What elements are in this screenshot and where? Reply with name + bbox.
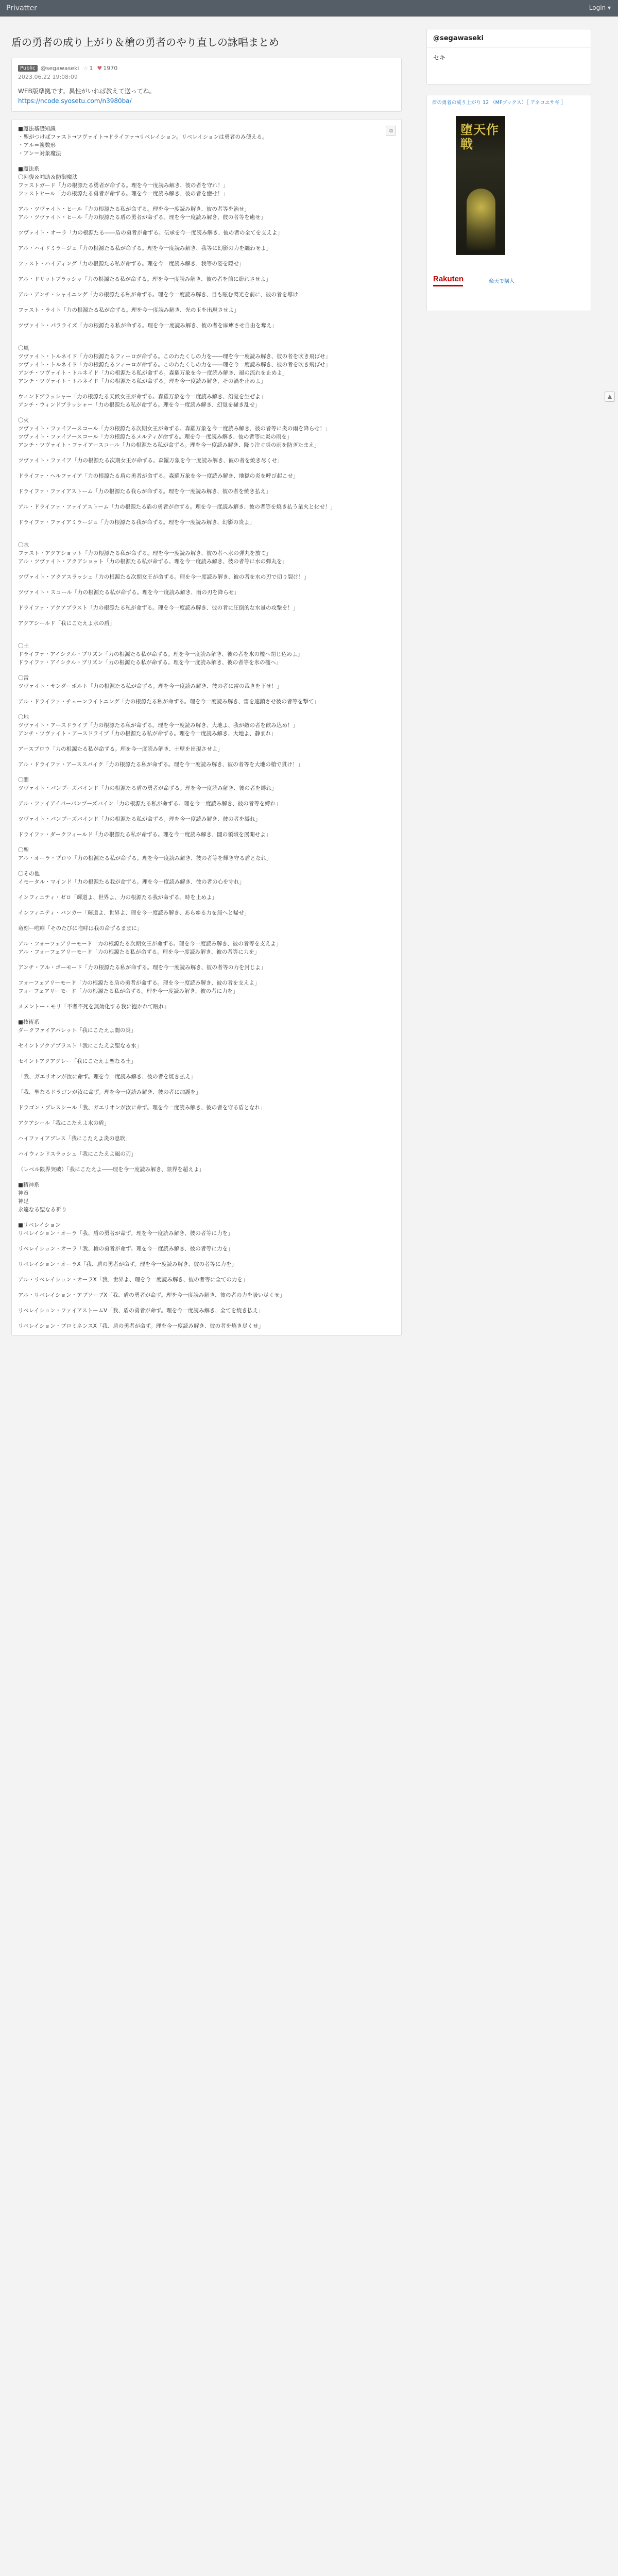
body-line: ファストヒール「力の根源たる勇者が命ずる。理を今一度読み解き、彼の者を癒せ！」 [18,191,229,197]
author-name: セキ [433,54,446,61]
body-line: ツヴァイト・ファイアースコール「力の根源たる次期女王が命ずる。森羅万象を今一度読み解き、彼の者等に炎の雨を降らせ！」 [18,426,331,432]
scroll-top-icon[interactable]: ▲ [605,392,615,402]
line-spacer [18,480,395,487]
body-line: インフィニティ・ゼロ「輝道よ、世界よ、力の根源たる我が命ずる。時を止めよ」 [18,894,217,901]
body-line: 〇水 [18,542,29,549]
line-spacer [18,917,395,924]
body-line: リベレイション・オーラ「我、槍の勇者が命ず。理を今一度読み解き、彼の者等に力を」 [18,1246,233,1252]
body-line: ハイファイアブレス「我にこたえよ炎の息吹」 [18,1136,131,1142]
line-spacer [18,933,395,940]
body-line: ツヴァイト・パンプーズバインド「力の根源たる盾の勇者が命ずる。理を今一度読み解き、彼の者を縛れ」 [18,785,277,792]
author-handle[interactable]: @segawaseki [40,64,79,72]
line-spacer [18,972,395,979]
body-line: ドライファ・アイシクル・プリズン「力の根源たる私が命ずる。理を今一度読み解き、彼の者等を氷の檻へ」 [18,659,282,666]
body-line: ツヴァイト・トルネイド「力の根源たるフィーロが命ずる。このわたくしの力を――理を今一度読み解き、彼の者を吹き飛ばせ」 [18,353,331,360]
line-spacer [18,635,395,642]
heart-count: 1970 [103,64,118,72]
body-line: アル・ドライファ・チェーンライトニング「力の根源たる私が命ずる。理を今一度読み解き、雷を連鎖させ彼の者等を撃て」 [18,699,319,705]
top-navigation-bar [0,0,618,16]
line-spacer [18,956,395,963]
star-icon[interactable]: ☆ [83,64,89,72]
body-line: ドライファ・ファイアミラージュ「力の根源たる我が命ずる。理を今一度読み解き、幻影の炎よ」 [18,519,255,526]
line-spacer [18,252,395,260]
body-line: アル・ツヴァイト・ヒール「力の根源たる私が命ずる。理を今一度読み解き、彼の者等を治せ」 [18,206,250,213]
buy-link[interactable]: 楽天で購入 [489,279,514,284]
body-line: アル・アンチ・シャイニング「力の根源たる私が命ずる。理を今一度読み解き、目も眩む閃光を前に、彼の者を導け」 [18,292,304,298]
line-spacer [18,409,395,416]
book-cover-art [467,189,495,250]
ad-banner[interactable] [426,95,591,311]
body-line: ハイウィンドスラッシュ「我にこたえよ風の刃」 [18,1151,136,1158]
body-line: アンチ・ツヴァイト・トルネイド「力の根源たる私が命ずる。理を今一度読み解き、その渦を止めよ」 [18,378,266,385]
body-line: ・聖がつけばファスト→ツヴァイト→ドライファ→リベレイション。リベレイションは勇者のみ使える。 [18,134,268,141]
line-spacer [18,1011,395,1018]
body-line: 〇闇 [18,777,29,784]
body-line: ■魔法基礎知識 [18,126,56,132]
line-spacer [18,1284,395,1291]
sidebar [426,29,591,311]
body-line: アル・ツヴァイト・アクアショット「力の根源たる私が命ずる。理を今一度読み解き、彼の者等に水の弾丸を」 [18,558,288,565]
line-spacer [18,808,395,815]
body-line: 竜刻ー咆哮「そのたびに咆哮は我の命ずるままに」 [18,925,143,932]
line-spacer [18,1268,395,1276]
line-spacer [18,449,395,456]
line-spacer [18,1096,395,1104]
body-line: 〇聖 [18,847,29,854]
post-meta [11,58,402,112]
line-spacer [18,1253,395,1260]
line-spacer [18,337,395,344]
body-line: ■魔法系 [18,166,40,173]
body-line: ツヴァイト・サンダーボルト「力の根源たる私が命ずる。理を今一度読み解き、彼の者に雷の裁きを下せ！」 [18,683,283,690]
line-spacer [18,612,395,619]
body-line: 〇地 [18,714,29,721]
body-line: ダークファイアパレット「我にこたえよ闇の炎」 [18,1027,136,1034]
body-line: 〇風 [18,345,29,352]
body-line: ドライファ・アクアプラスト「力の根源たる私が命ずる。理を今一度読み解き、彼の者に圧倒的な水量の攻撃を！」 [18,605,299,612]
body-line: 「我、ガエリオンが汝に命ず。理を今一度読み解き、彼の者を焼き払え」 [18,1074,196,1080]
body-line: アクアシールド「我にこたえよ水の盾」 [18,620,115,627]
body-line: アル・ハイドミラージュ「力の根源たる私が命ずる。理を今一度読み解き、我等に幻影の力を纏わせよ」 [18,245,272,252]
body-line: インフィニティ・バンカー「輝道よ、世界よ、理を今一度読み解き、あらゆる力を無へと帰せ」 [18,910,250,917]
body-line: アル・リベレイション・アブソーブⅩ「我、盾の勇者が命ず。理を今一度読み解き、彼の者の力を吸い尽くせ」 [18,1292,285,1299]
body-line: ツヴァイト・スコール「力の根源たる私が命ずる。理を今一度読み解き、雨の刃を降らせ」 [18,589,239,596]
line-spacer [18,581,395,588]
body-line: ファスト・アクアショット「力の根源たる私が命ずる。理を今一度読み解き、彼の者へ水の弾丸を放て」 [18,550,271,557]
body-line: （レベル限界突破）「我にこたえよ――理を今一度読み解き、限界を超えよ」 [18,1166,204,1173]
body-line: アンチ・ウィンドブラッシャー「力の根源たる私が命ずる。理を今一度読み解き、幻覚を掻き乱せ」 [18,402,261,409]
body-line: 「我、聖なるドラゴンが汝に命ず。理を今一度読み解き、彼の者に加護を」 [18,1089,201,1096]
body-line: ツヴァイト・アースドライブ「力の根源たる私が命ずる。理を今一度読み解き、大地よ、我が敵の者を飲み込め！」 [18,722,299,729]
line-spacer [18,690,395,698]
body-line: 〇火 [18,417,29,424]
line-spacer [18,792,395,800]
author-handle-sidebar[interactable]: @segawaseki [427,29,591,48]
body-line: ファスト・ライト「力の根源たる私が命ずる。理を今一度読み解き、光の玉を出現させよ」 [18,307,239,314]
line-spacer [18,527,395,534]
body-line: ドライファ・ヘルファイア「力の根源たる盾の勇者が命ずる。森羅万象を今一度読み解き、地獄の炎を呼び起こせ」 [18,473,299,480]
rakuten-logo[interactable]: Rakuten [433,275,464,283]
body-line: アル・フォーフェアリーモード「力の根源たる次期女王が命ずる。理を今一度読み解き、彼の者等を支えよ」 [18,941,282,947]
line-spacer [18,1127,395,1134]
body-line: ・アン＝対象魔法 [18,150,61,157]
body-line: アンチ・アル・ポーモード「力の根源たる私が命ずる。理を今一度読み解き、彼の者等の力を封じよ」 [18,964,266,971]
body-line: ドライファ・ダークフィールド「力の根源たる私が命ずる。理を今一度読み解き、闇の領域を展開せよ」 [18,832,271,838]
line-spacer [18,237,395,244]
line-spacer [18,268,395,275]
body-line: 〇雷 [18,675,29,682]
body-line: 〇その他 [18,871,40,877]
body-line: ■リベレイション [18,1222,61,1229]
body-line: ドラゴン・ブレスシール「我、ガエリオンが汝に命ず。理を今一度読み解き、彼の者を守る盾となれ」 [18,1105,266,1111]
line-spacer [18,706,395,713]
body-line: ツヴァイト・ファイアースコール「力の根源たるメルティが命ずる。理を今一度読み解き、彼の者等に炎の雨を」 [18,434,293,440]
main-content [8,26,405,2576]
line-spacer [18,534,395,541]
body-line: アクアシール「我にこたえよ水の盾」 [18,1120,110,1127]
post-date: 2023.06.22 19:08:09 [18,74,78,80]
body-line: ウィンドブラッシャー「力の根源たる天候女王が命ずる。森羅万象を今一度読み解き、幻覚を生ぜよ」 [18,394,266,400]
book-cover-title: 堕天作戦 [460,122,499,151]
body-line: アースプロウ「力の根源たる私が命ずる。理を今一度読み解き、土壁を出現させよ」 [18,746,223,753]
body-line: アル・ツヴァイト・ヒール「力の根源たる盾の勇者が命ずる。理を今一度読み解き、彼の者等を癒せ」 [18,214,266,221]
body-line: ツヴァイト・パラライズ「力の根源たる私が命ずる。理を今一度読み解き、彼の者を麻痺させ自由を奪え」 [18,323,278,329]
line-spacer [18,1065,395,1073]
site-brand[interactable]: Privatter [6,4,38,12]
line-spacer [18,1214,395,1221]
line-spacer [18,839,395,846]
line-spacer [18,1112,395,1119]
body-line: アル・フォーフェアリーモード「力の根源たる私が命ずる。理を今一度読み解き、彼の者等に力を」 [18,949,260,956]
body-line: セイントアクアプラスト「我にこたえよ聖なる水」 [18,1043,142,1049]
line-spacer [18,511,395,518]
line-spacer [18,1238,395,1245]
book-cover[interactable] [456,116,505,255]
author-card [426,29,591,84]
body-line: アル・ファイアイパーパンプーズバイン「力の根源たる私が命ずる。理を今一度読み解き、彼の者等を縛れ」 [18,801,281,807]
line-spacer [18,222,395,229]
line-spacer [18,753,395,760]
line-spacer [18,1050,395,1057]
body-line: ファスト・ハイディング「力の根源たる私が命ずる。理を今一度読み解き、我等の姿を隠せ」 [18,261,245,267]
body-line: アル・ドライファ・アーススパイク「力の根源たる私が命ずる。理を今一度読み解き、彼の者等を大地の槍で貫け！」 [18,761,303,768]
body-line: ツヴァイト・アクアスラッシュ「力の根源たる次期女王が命ずる。理を今一度読み解き、彼の者を水の刃で切り裂け！」 [18,574,310,581]
body-line: ツヴァイト・オーラ「力の根源たる――盾の勇者が命ずる。伝承を今一度読み解き、彼の者の全てを支えよ」 [18,230,283,236]
line-spacer [18,769,395,776]
line-spacer [18,465,395,472]
line-spacer [18,566,395,573]
body-line: 神足 [18,1198,29,1205]
body-line: セイントアクアクレー「我にこたえよ聖なる土」 [18,1058,136,1065]
body-line: アンチ・ツヴァイト・トルネイド「力の根源たる私が命ずる。森羅万象を今一度読み解き、風の流れを止めよ」 [18,370,288,377]
line-spacer [18,1035,395,1042]
line-spacer [18,886,395,893]
line-spacer [18,628,395,635]
heart-icon[interactable]: ♥ [97,64,102,72]
body-line: ツヴァイト・パンプーズバインド「力の根源たる私が命ずる。理を今一度読み解き、彼の者を縛れ」 [18,816,261,823]
line-spacer [18,667,395,674]
body-line: フォーフェアリーモード「力の根源たる私が命ずる。理を今一度読み解き、彼の者に力を」 [18,988,238,995]
line-spacer [18,862,395,870]
body-line: リベレイション・オーラⅩ「我、盾の勇者が命ず。理を今一度読み解き、彼の者等に力を」 [18,1261,237,1268]
body-line: アル・ドライファ・ファイアストーム「力の根源たる盾の勇者が命ずる。理を今一度読み解き、彼の者等を焼き払う業火と化せ！」 [18,504,336,511]
ad-title[interactable]: 盾の勇者の成り上がり 12 （MFブックス）［ アネコユサギ ］ [432,100,566,106]
body-line: ■精神系 [18,1182,40,1189]
login-dropdown[interactable]: Login ▾ [589,4,611,11]
body-line: アル・ドリットブラッシャ「力の根源たる私が命ずる。理を今一度読み解き、彼の者を前に紛れさせよ」 [18,276,271,283]
body-line: リベレイション・ファイアストームⅤ「我、盾の勇者が命ず。理を今一度読み解き、全てを焼き払え」 [18,1308,264,1314]
body-line: イモータル・マインド「力の根源たる我が命ずる。理を今一度読み解き、彼の者の心を守れ」 [18,879,245,886]
line-spacer [18,1174,395,1181]
body-line: 神童 [18,1190,29,1197]
body-line: ドライファ・アイシクル・プリズン「力の根源たる私が命ずる。理を今一度読み解き、彼の者を氷の檻へ閉じ込めよ」 [18,651,303,658]
body-line: ・アル＝複数形 [18,142,56,149]
line-spacer [18,198,395,205]
line-spacer [18,1081,395,1088]
line-spacer [18,738,395,745]
body-line: アル・リベレイション・オーラⅩ「我、世界よ、理を今一度読み解き、彼の者等に全ての力を」 [18,1277,248,1283]
visibility-badge: Public [18,65,38,72]
line-spacer [18,1315,395,1322]
line-spacer [18,1158,395,1165]
source-link[interactable]: https://ncode.syosetu.com/n3980ba/ [18,97,132,105]
line-spacer [18,283,395,291]
body-line: 〇土 [18,643,29,650]
line-spacer [18,1299,395,1307]
body-line: ツヴァイト・トルネイド「力の根源たるフィーロが命ずる。このわたくしの力を――理を今一度読み解き、彼の者を吹き飛ばせ」 [18,362,331,368]
line-spacer [18,158,395,165]
page-title: 盾の勇者の成り上がり＆槍の勇者のやり直しの詠唱まとめ [11,36,279,48]
line-spacer [18,299,395,306]
post-description: WEB版準拠です。異性がいれば教えて送ってね。 [18,88,156,95]
body-line: ファストガード「力の根源たる勇者が命ずる。理を今一度読み解き、彼の者を守れ！」 [18,182,229,189]
line-spacer [18,330,395,337]
body-line: アンチ・ツヴァイト・アースドライブ「力の根源たる私が命ずる。理を今一度読み解き、大地よ、静まれ」 [18,731,277,737]
body-line: 〇回復＆補助＆防御魔法 [18,174,78,181]
line-spacer [18,1143,395,1150]
body-line: アル・オーラ・プロウ「力の根源たる私が命ずる。理を今一度読み解き、彼の者等を輝き守る盾となれ」 [18,855,272,862]
body-line: ドライファ・ファイアストーム「力の根源たる我らが命ずる。理を今一度読み解き、彼の者を焼き払え」 [18,488,271,495]
line-spacer [18,314,395,321]
body-line: リベレイション・オーラ「我、盾の勇者が命ず。理を今一度読み解き、彼の者等に力を」 [18,1230,233,1237]
copy-icon[interactable]: ⧉ [386,126,396,136]
line-spacer [18,823,395,831]
body-line: ツヴァイト・ファイア「力の根源たる次期女王が命ずる。森羅万象を今一度読み解き、彼の者を焼き尽くせ」 [18,457,283,464]
star-count: 1 [89,64,93,72]
body-line: アンチ・ツヴァイト・ファイアースコール「力の根源たる私が命ずる。理を今一度読み解き、降り注ぐ炎の雨を防ぎたまえ」 [18,442,320,449]
line-spacer [18,902,395,909]
body-line: フォーフェアリーモード「力の根源たる盾の勇者が命ずる。理を今一度読み解き、彼の者を支えよ」 [18,980,260,987]
line-spacer [18,995,395,1003]
post-body [11,119,402,1336]
line-spacer [18,597,395,604]
line-spacer [18,385,395,393]
line-spacer [18,496,395,503]
body-line: リベレイション・ブロミネンスⅩ「我、盾の勇者が命ず。理を今一度読み解き、彼の者を焼き尽くせ」 [18,1323,264,1330]
body-line: メメントー・モリ「不者不死を無効化する我に抱かれて眠れ」 [18,1004,169,1010]
rakuten-underline [433,285,463,286]
body-line: ■技術系 [18,1019,40,1026]
body-line: 永遠なる聖なる祈り [18,1207,67,1213]
